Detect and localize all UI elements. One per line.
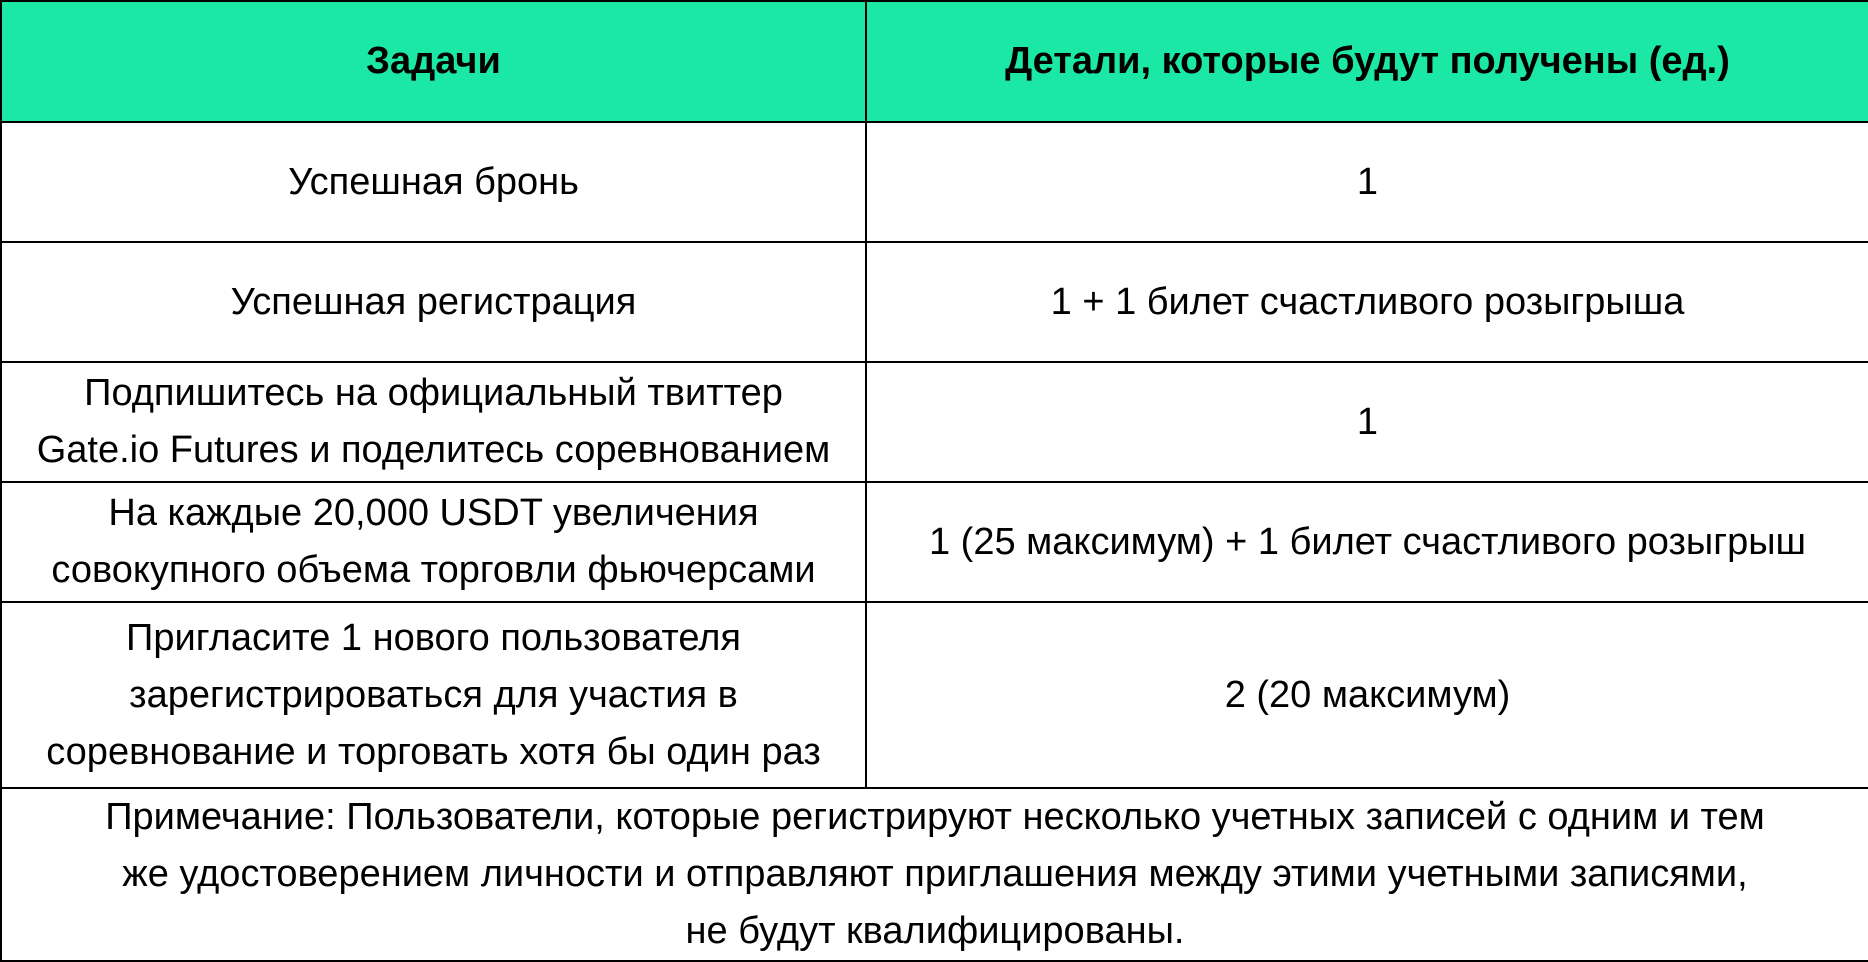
table-row (1, 242, 1868, 362)
details-cell: 1 (866, 122, 1868, 242)
details-cell: 1 (25 максимум) + 1 билет счастливого розыгрыш (866, 482, 1868, 602)
header-tasks: Задачи (1, 1, 866, 122)
details-cell: 1 (866, 362, 1868, 482)
task-text: Успешная бронь (288, 160, 579, 203)
note-row (1, 788, 1868, 961)
task-text-line: соревнование и торговать хотя бы один раз (46, 730, 821, 773)
task-text-line: На каждые 20,000 USDT увеличения (108, 492, 759, 534)
task-cell (1, 122, 866, 242)
task-cell (1, 242, 866, 362)
table-row (1, 362, 1868, 482)
table-row (1, 602, 1868, 788)
table-row (1, 482, 1868, 602)
task-cell (1, 482, 866, 602)
task-text-line: Пригласите 1 нового пользователя (126, 616, 741, 659)
task-text-line: зарегистрироваться для участия в (129, 673, 738, 716)
header-details: Детали, которые будут получены (ед.) (866, 1, 1868, 122)
details-cell: 1 + 1 билет счастливого розыгрыша (866, 242, 1868, 362)
table-body (1, 122, 1868, 961)
task-text-line: Gate.io Futures и поделитесь соревнованием (36, 429, 831, 471)
note-cell (1, 788, 1868, 961)
note-text-line: же удостоверением личности и отправляют приглашения между этими учетными записями, (122, 853, 1748, 895)
task-cell (1, 602, 866, 788)
task-cell (1, 362, 866, 482)
header-row (1, 1, 1868, 122)
note-text-line: не будут квалифицированы. (685, 910, 1185, 952)
task-text: Успешная регистрация (230, 280, 637, 323)
task-text-line: Подпишитесь на официальный твиттер (84, 372, 783, 414)
table-header (1, 1, 1868, 122)
note-text-line: Примечание: Пользователи, которые регистрируют несколько учетных записей с одним и тем (105, 796, 1765, 838)
table-row (1, 122, 1868, 242)
task-text-line: совокупного объема торговли фьючерсами (51, 549, 816, 591)
details-cell: 2 (20 максимум) (866, 602, 1868, 788)
